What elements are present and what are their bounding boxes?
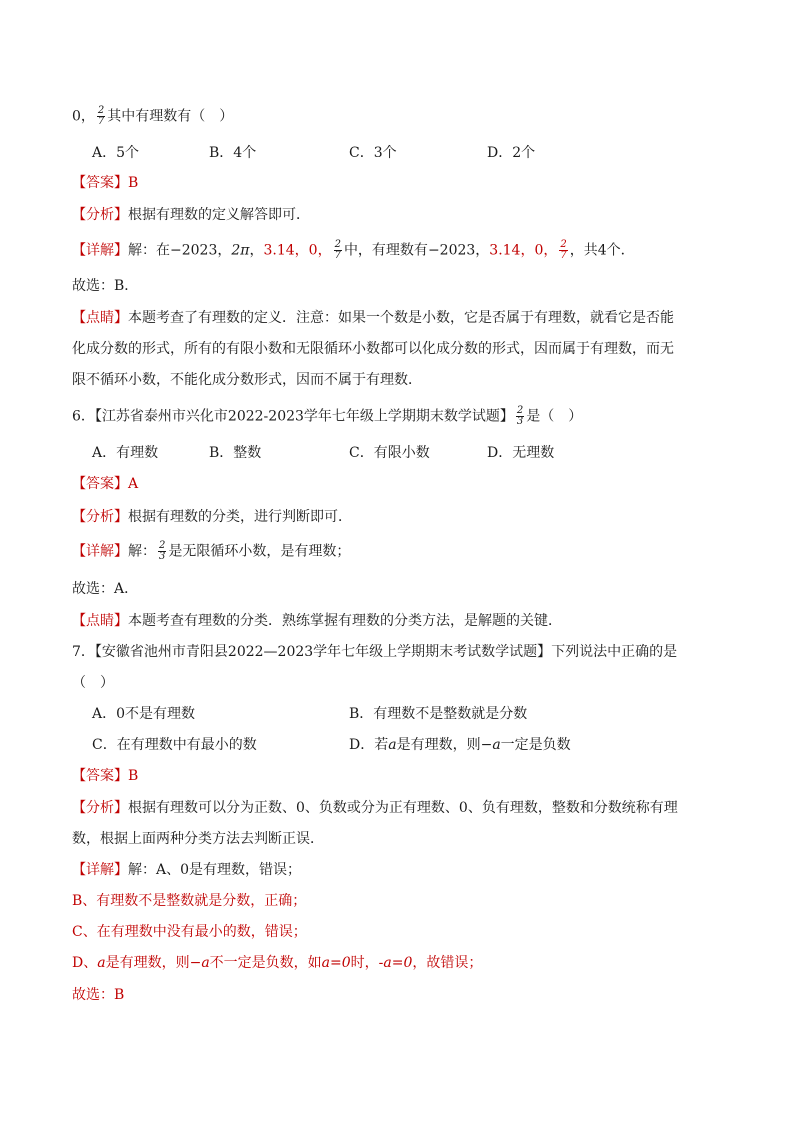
- q7-answer-value: B: [128, 768, 139, 784]
- q5-comment-line-1: 【点睛】本题考查了有理数的定义．注意：如果一个数是小数，它是否属于有理数，就看它是否能: [72, 310, 674, 326]
- q7-stem: 7．【安徽省池州市青阳县2022—2023学年七年级上学期期末考试数学试题】下列说法中正确的是: [72, 644, 678, 660]
- q5-comment-line-2: 化成分数的形式，所有的有限小数和无限循环小数都可以化成分数的形式，因而属于有理数，而无: [72, 341, 674, 357]
- q5-answer-tag: 【答案】: [72, 175, 128, 191]
- q6-number: 6．: [72, 408, 95, 425]
- q6-analysis-tag: 【分析】: [72, 509, 128, 525]
- q7-choose: 故选：B: [72, 987, 125, 1003]
- q5-analysis: [72, 205, 310, 225]
- q5-analysis-text: 根据有理数的定义解答即可．: [128, 207, 310, 223]
- q6-source: 【江苏省泰州市兴化市2022-2023学年七年级上学期期末数学试题】: [94, 408, 514, 425]
- q7-source: 【安徽省池州市青阳县2022—2023学年七年级上学期期末考试数学试题】: [94, 644, 552, 660]
- q6-answer: [72, 474, 138, 494]
- q7-option-d: D．若a是有理数，则−a一定是负数: [349, 737, 571, 753]
- q7-detail-line-2: B、有理数不是整数就是分数，正确；: [72, 893, 307, 909]
- q6-choose: 故选：A．: [72, 581, 139, 597]
- q5-stem: [72, 106, 233, 127]
- q6-answer-value: A: [128, 476, 139, 492]
- q7-option-c: C．在有理数中有最小的数: [92, 737, 257, 753]
- q6-comment: 【点睛】本题考查有理数的分类．熟练掌握有理数的分类方法，是解题的关键．: [72, 613, 562, 629]
- q7-analysis-line-2: 数，根据上面两种分类方法去判断正误．: [72, 831, 324, 847]
- q5-comment-line-3: 限不循环小数，不能化成分数形式，因而不属于有理数．: [72, 372, 422, 388]
- q7-option-b: B．有理数不是整数就是分数: [349, 706, 528, 722]
- q7-stem-line-2: （ ）: [72, 675, 114, 691]
- q6-detail-tag: 【详解】: [72, 543, 128, 560]
- q5-answer: [72, 173, 138, 193]
- q6-option-d: D．无理数: [487, 445, 555, 461]
- q7-analysis-line-1: 【分析】根据有理数可以分为正数、0、负数或分为正有理数、0、负有理数，整数和分数统称有理: [72, 800, 678, 816]
- q7-answer: [72, 766, 138, 786]
- q7-number: 7．: [72, 644, 95, 660]
- q5-stem-fraction: $\frac{2}{7}$: [97, 105, 105, 127]
- q5-stem-suffix: 其中有理数有（ ）: [107, 108, 234, 125]
- q5-option-d: D．2个: [487, 145, 536, 161]
- q6-option-a: A．有理数: [92, 445, 159, 461]
- q6-stem: 6．【江苏省泰州市兴化市2022-2023学年七年级上学期期末数学试题】 $\frac{2}{3}$ 是（ ）: [72, 405, 583, 427]
- q6-detail-fraction: $\frac{2}{3}$: [159, 540, 166, 562]
- q5-analysis-tag: 【分析】: [72, 207, 128, 223]
- q5-option-a: A．5个: [92, 145, 140, 161]
- q5-detail-fraction-2: $\frac{2}{7}$: [560, 239, 567, 261]
- q5-answer-value: B: [128, 175, 139, 191]
- q5-choose: 故选：B．: [72, 278, 139, 294]
- q5-option-b: B．4个: [209, 145, 257, 161]
- q7-option-a: A．0不是有理数: [92, 706, 196, 722]
- q6-stem-fraction: $\frac{2}{3}$: [516, 405, 524, 427]
- q6-comment-tag: 【点睛】: [72, 613, 128, 629]
- q7-detail-line-4: D、a是有理数，则−a不一定是负数，如a=0时，-a=0，故错误；: [72, 955, 483, 971]
- q5-detail-fraction-1: $\frac{2}{7}$: [334, 239, 341, 261]
- q5-detail: 【详解】解：在−2023，2π，3.14，0， $\frac{2}{7}$ 中，有理数有−2023，3.14，0， $\frac{2}{7}$ ，共4个．: [72, 239, 635, 261]
- q6-option-b: B．整数: [209, 445, 262, 461]
- q6-detail: 【详解】解： $\frac{2}{3}$ 是无限循环小数，是有理数；: [72, 540, 351, 562]
- q5-comment-tag: 【点睛】: [72, 310, 128, 326]
- q6-option-c: C．有限小数: [349, 445, 430, 461]
- q5-stem-prefix: 0，: [72, 108, 95, 125]
- q5-option-c: C．3个: [349, 145, 397, 161]
- q7-analysis-tag: 【分析】: [72, 800, 128, 816]
- q7-answer-tag: 【答案】: [72, 768, 128, 784]
- q6-answer-tag: 【答案】: [72, 476, 128, 492]
- q7-detail-line-1: 【详解】解：A、0是有理数，错误；: [72, 862, 302, 878]
- q7-detail-tag: 【详解】: [72, 862, 128, 878]
- q7-detail-line-3: C、在有理数中没有最小的数，错误；: [72, 924, 307, 940]
- q5-detail-tag: 【详解】: [72, 242, 128, 259]
- q6-analysis: 【分析】根据有理数的分类，进行判断即可．: [72, 509, 352, 525]
